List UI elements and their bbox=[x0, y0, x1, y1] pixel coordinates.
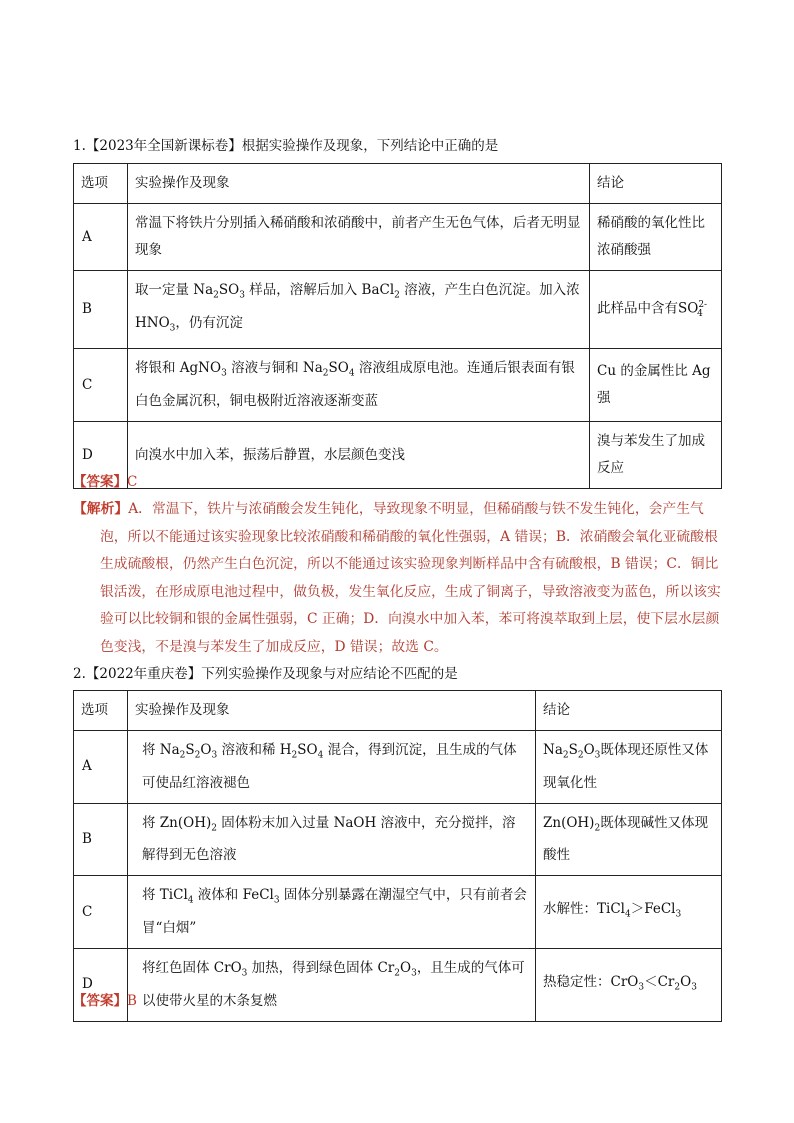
answer-label: 【答案】 bbox=[73, 993, 127, 1009]
question-2-source: 【2022年重庆卷】 bbox=[85, 666, 202, 682]
answer-label: 【答案】 bbox=[73, 474, 127, 490]
table-row bbox=[74, 349, 722, 422]
table-row bbox=[74, 731, 722, 804]
question-1-title bbox=[73, 136, 498, 156]
table-row bbox=[74, 876, 722, 949]
operation-cell: 将银和 AgNO$_3$ 溶液与铜和 $Na_2SO_4$ 溶液组成原电池。连通后银表面有银白色金属沉积，铜电极附近溶液逐渐变蓝 bbox=[128, 349, 590, 422]
table-row bbox=[74, 204, 722, 271]
header-option: 选项 bbox=[74, 691, 128, 731]
question-2-number: 2. bbox=[73, 666, 86, 682]
conclusion-cell: Cu 的金属性比 Ag 强 bbox=[590, 349, 722, 422]
conclusion-cell: 水解性：TiCl$_4$＞FeCl$_3$ bbox=[536, 876, 722, 949]
question-1-answer bbox=[73, 472, 137, 492]
option-label: A bbox=[74, 204, 128, 271]
conclusion-cell: 溴与苯发生了加成反应 bbox=[590, 422, 722, 489]
question-2-table bbox=[73, 690, 722, 1022]
option-label: B bbox=[74, 803, 128, 876]
conclusion-cell: $Zn(OH)_2$既体现碱性又体现酸性 bbox=[536, 803, 722, 876]
table-row bbox=[74, 422, 722, 489]
operation-cell: 将 TiCl$_4$ 液体和 FeCl$_3$ 固体分别暴露在潮湿空气中，只有前者会冒“白烟” bbox=[128, 876, 536, 949]
table-header-row bbox=[74, 691, 722, 731]
answer-value: C bbox=[127, 474, 138, 490]
operation-cell: 将红色固体 CrO$_3$ 加热，得到绿色固体 $Cr_2O_3$，且生成的气体可以使带火星的木条复燃 bbox=[128, 949, 536, 1022]
operation-cell: 将 $Zn(OH)_2$ 固体粉末加入过量 NaOH 溶液中，充分搅拌，溶解得到无色溶液 bbox=[128, 803, 536, 876]
analysis-text: A．常温下，铁片与浓硝酸会发生钝化，导致现象不明显，但稀硝酸与铁不发生钝化，会产生气泡，所以不能通过该实验现象比较浓硝酸和稀硝酸的氧化性强弱，A 错误；B．浓硝酸会氧化亚硫酸根生成硫酸根，仍然产生白色沉淀，所以不能通过该实验现象判断样品中含有硫酸根，B 错误；C．铜比银活泼，在形成原电池过程中，做负极，发生氧化反应，生成了铜离子，导致溶液变为蓝色，所以该实验可以比较铜和银的金属性强弱，C 正确；D．向溴水中加入苯，苯可将溴萃取到上层，使下层水层颜色变浅，不是溴与苯发生了加成反应，D 错误；故选 C。 bbox=[100, 501, 721, 655]
option-label: A bbox=[74, 731, 128, 804]
option-label: B bbox=[74, 271, 128, 349]
analysis-label: 【解析】 bbox=[73, 501, 129, 517]
header-conclusion: 结论 bbox=[590, 164, 722, 204]
header-operation: 实验操作及现象 bbox=[128, 691, 536, 731]
header-conclusion: 结论 bbox=[536, 691, 722, 731]
header-option: 选项 bbox=[74, 164, 128, 204]
conclusion-cell: 热稳定性：$CrO_3<Cr_2O_3$ bbox=[536, 949, 722, 1022]
option-label: C bbox=[74, 349, 128, 422]
question-1-stem: 根据实验操作及现象，下列结论中正确的是 bbox=[241, 138, 499, 154]
question-2-answer bbox=[73, 991, 137, 1011]
operation-cell: 取一定量 $Na_2SO_3$ 样品，溶解后加入 BaCl$_2$ 溶液，产生白色沉淀。加入浓 $HNO_3$，仍有沉淀 bbox=[128, 271, 590, 349]
conclusion-cell: 此样品中含有$SO^{2-}_4$ bbox=[590, 271, 722, 349]
question-1-table bbox=[73, 163, 722, 489]
answer-value: B bbox=[127, 993, 137, 1009]
operation-cell: 向溴水中加入苯，振荡后静置，水层颜色变浅 bbox=[128, 422, 590, 489]
question-1-analysis bbox=[73, 496, 721, 661]
question-2-stem: 下列实验操作及现象与对应结论不匹配的是 bbox=[201, 666, 458, 682]
header-operation: 实验操作及现象 bbox=[128, 164, 590, 204]
table-row bbox=[74, 803, 722, 876]
table-row bbox=[74, 949, 722, 1022]
conclusion-cell: 稀硝酸的氧化性比浓硝酸强 bbox=[590, 204, 722, 271]
conclusion-cell: $Na_2S_2O_3$既体现还原性又体现氧化性 bbox=[536, 731, 722, 804]
question-1-number: 1. bbox=[73, 138, 86, 154]
option-label: D bbox=[74, 422, 128, 489]
table-row bbox=[74, 271, 722, 349]
operation-cell: 将 $Na_2S_2O_3$ 溶液和稀 $H_2SO_4$ 混合，得到沉淀，且生成的气体可使品红溶液褪色 bbox=[128, 731, 536, 804]
option-label: C bbox=[74, 876, 128, 949]
operation-cell: 常温下将铁片分别插入稀硝酸和浓硝酸中，前者产生无色气体，后者无明显现象 bbox=[128, 204, 590, 271]
table-header-row bbox=[74, 164, 722, 204]
question-1-source: 【2023年全国新课标卷】 bbox=[85, 138, 242, 154]
question-2-title bbox=[73, 664, 458, 684]
option-label: D bbox=[74, 949, 128, 1022]
